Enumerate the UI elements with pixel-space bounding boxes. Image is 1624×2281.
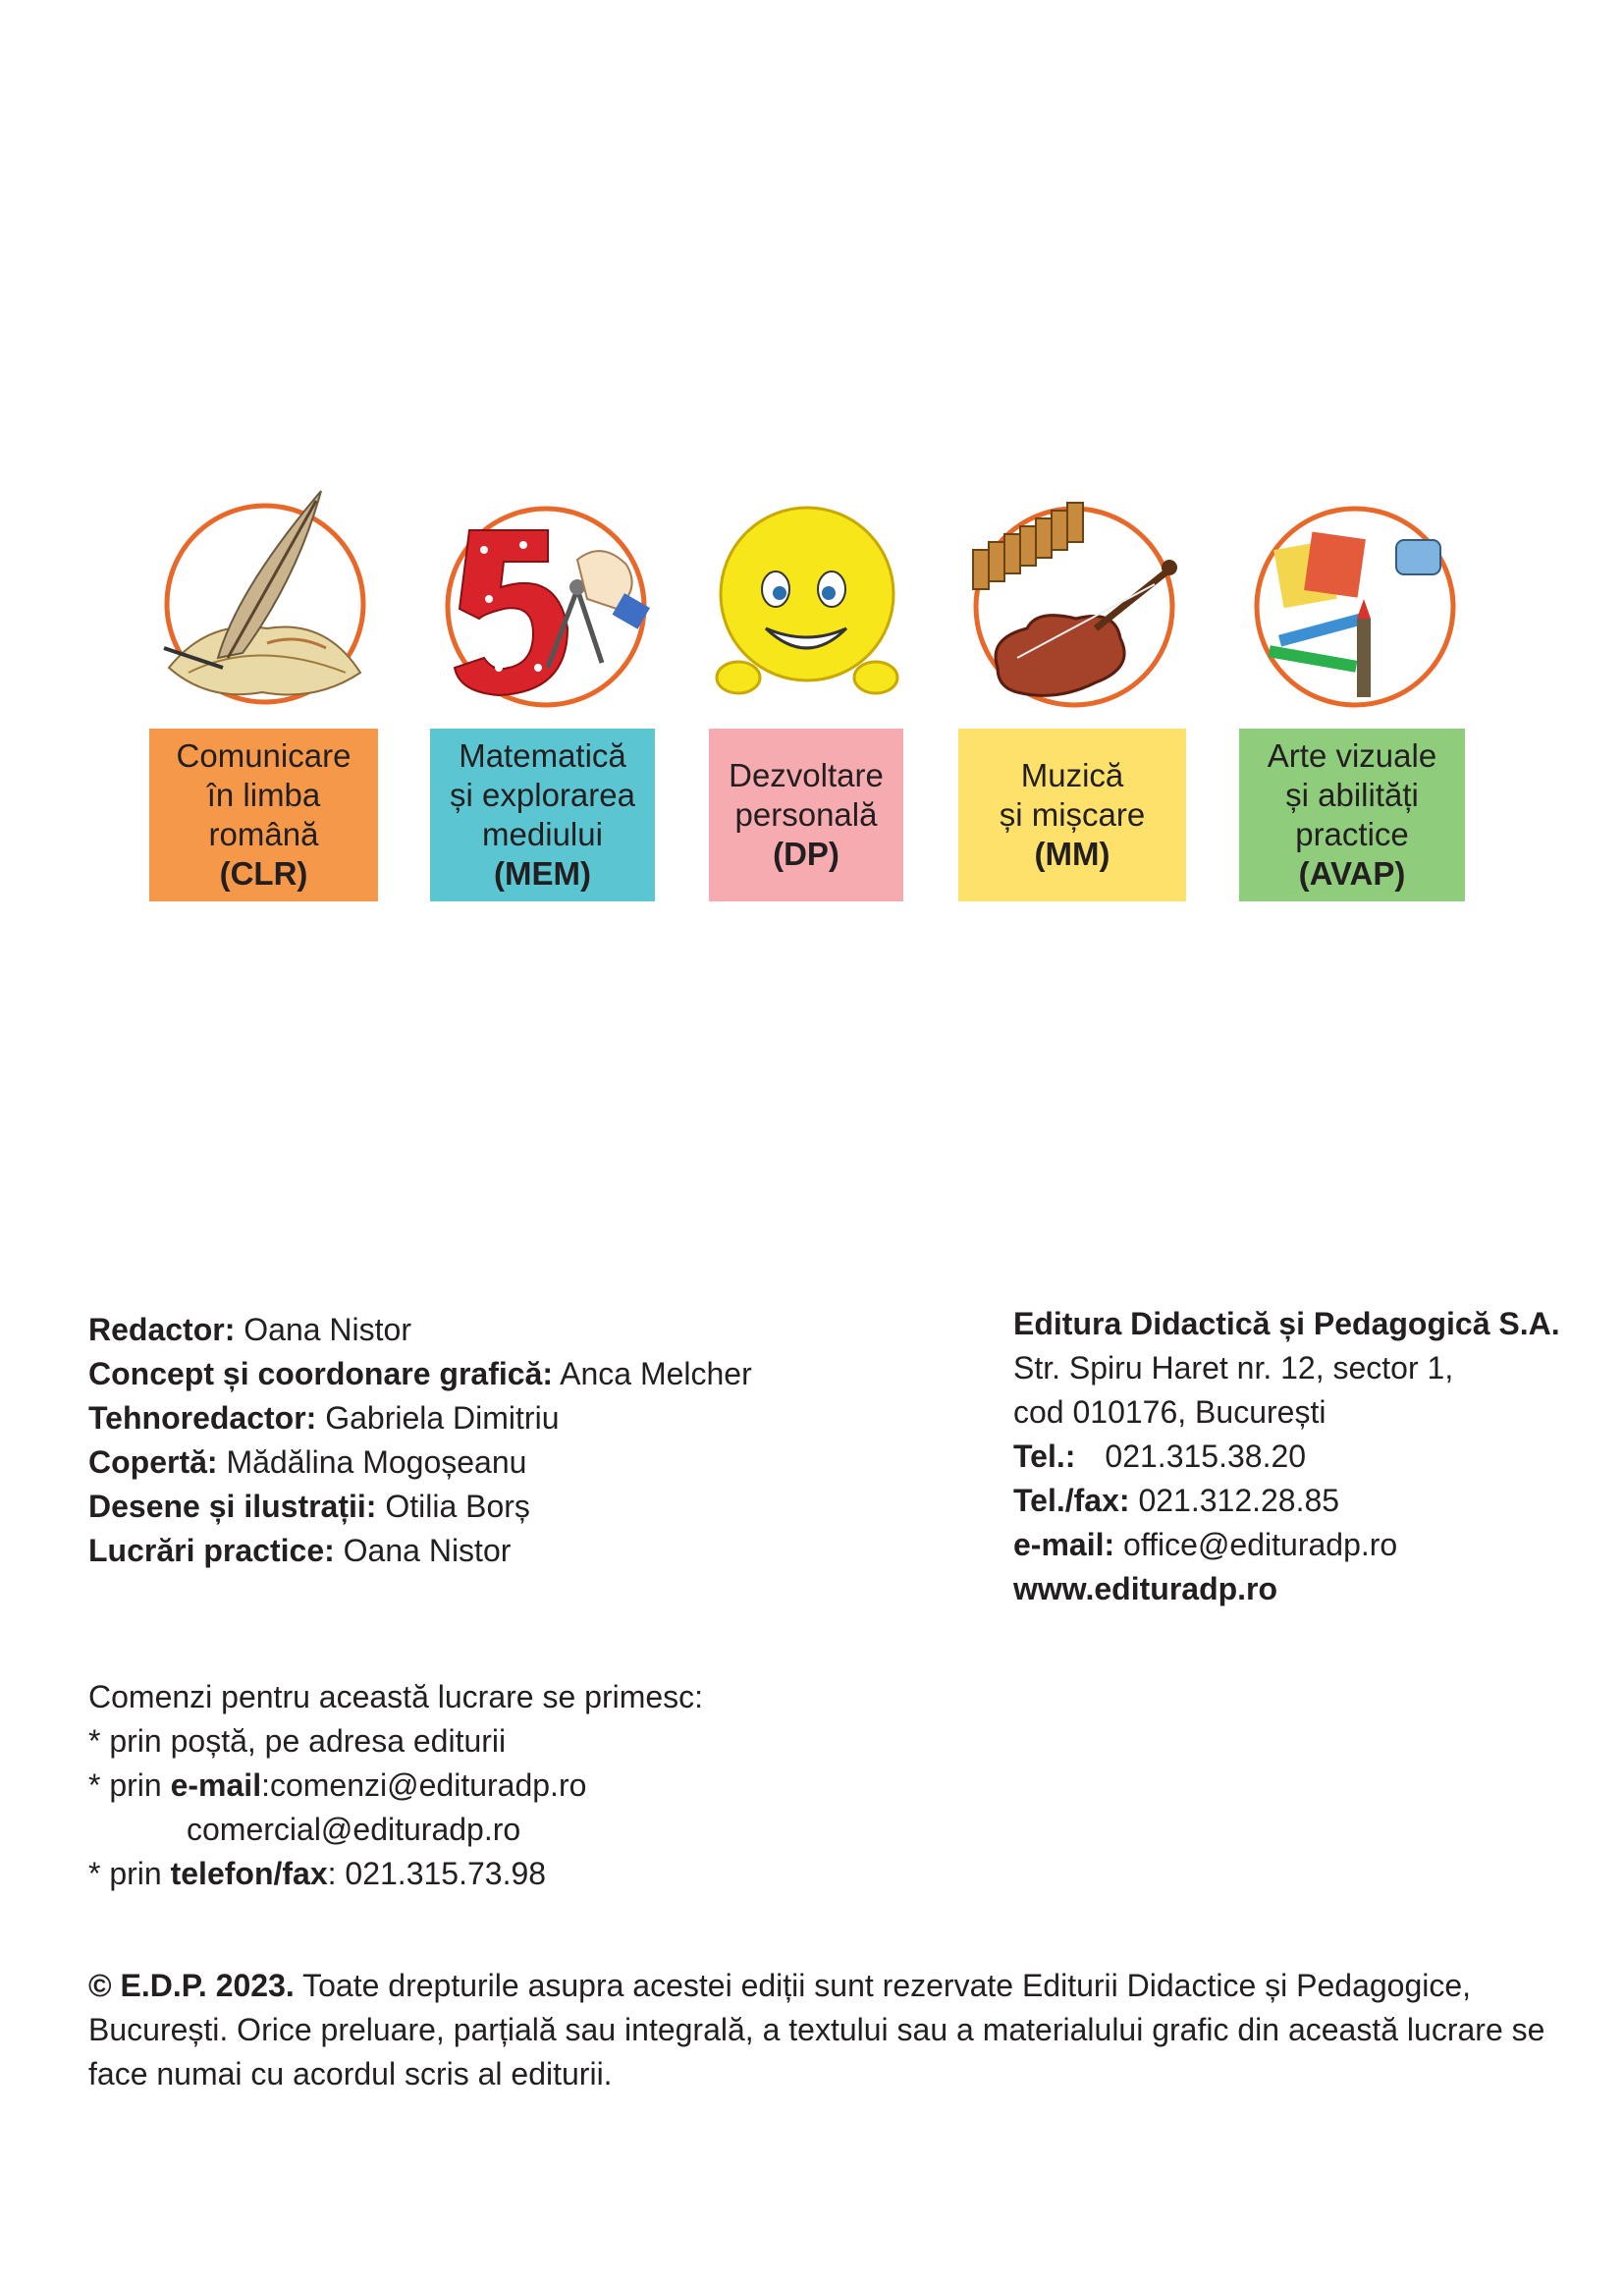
subject-abbr: (CLR) — [219, 855, 308, 892]
credit-value: Mădălina Mogoșeanu — [226, 1444, 527, 1480]
email-link[interactable]: office@edituradp.ro — [1123, 1527, 1398, 1562]
smiley-face-icon — [709, 471, 945, 717]
credit-row — [88, 1352, 752, 1396]
subject-line: română — [208, 816, 319, 852]
credit-row — [88, 1485, 752, 1529]
orders-email-link[interactable]: comercial@edituradp.ro — [187, 1812, 521, 1847]
credit-row — [88, 1308, 752, 1352]
credit-label: Concept și coordonare grafică: — [88, 1356, 553, 1391]
orders-sep: : — [261, 1767, 270, 1803]
publisher-telfax — [1013, 1479, 1560, 1523]
subject-line: Muzică — [1020, 757, 1124, 793]
subject-line: Matematică — [459, 737, 626, 774]
subject-label — [958, 729, 1186, 901]
publisher-address-line: Str. Spiru Haret nr. 12, sector 1, — [1013, 1350, 1454, 1385]
subject-line: și mișcare — [999, 796, 1146, 833]
orders-email-link[interactable]: comenzi@edituradp.ro — [269, 1767, 587, 1803]
orders-post: * prin poștă, pe adresa editurii — [88, 1723, 507, 1759]
orders-info — [88, 1675, 703, 1896]
orders-phone-value: : 021.315.73.98 — [327, 1856, 547, 1891]
subject-line: Dezvoltare — [729, 757, 884, 793]
subject-abbr: (MM) — [1034, 836, 1110, 872]
telfax-value: 021.312.28.85 — [1138, 1483, 1340, 1518]
paper-pencils-icon — [1239, 471, 1475, 717]
publisher-tel — [1013, 1435, 1560, 1479]
subject-label — [1239, 729, 1465, 901]
credit-row — [88, 1396, 752, 1440]
orders-prefix: * prin — [88, 1856, 171, 1891]
orders-intro: Comenzi pentru această lucrare se primesc: — [88, 1679, 704, 1714]
telfax-label: Tel./fax: — [1013, 1483, 1130, 1518]
publisher-website-link[interactable]: www.edituradp.ro — [1013, 1571, 1278, 1606]
subject-line: și abilități — [1285, 777, 1419, 813]
copyright-mark: © E.D.P. 2023. — [88, 1968, 295, 2003]
copyright-text: Toate drepturile asupra acestei ediții sunt rezervate Editurii Didactice și Pedagogice, București. Orice preluare, parțială sau integrală, a textului sau a materialului grafic din această lucrare se face numai cu acordul scris al editurii. — [88, 1968, 1545, 2091]
publisher-name: Editura Didactică și Pedagogică S.A. — [1013, 1306, 1560, 1341]
publisher-address-line: cod 010176, București — [1013, 1394, 1326, 1430]
copyright-notice — [88, 1964, 1561, 2096]
credit-value: Oana Nistor — [244, 1312, 411, 1347]
subject-line: și explorarea — [450, 777, 635, 813]
panpipe-violin-icon — [958, 471, 1194, 717]
credits-list — [88, 1308, 752, 1573]
orders-email — [88, 1764, 703, 1808]
credit-value: Anca Melcher — [560, 1356, 752, 1391]
subject-label — [709, 729, 903, 901]
subject-line: în limba — [206, 777, 321, 813]
credit-row — [88, 1529, 752, 1573]
publisher-email — [1013, 1523, 1560, 1567]
subject-abbr: (DP) — [773, 836, 839, 872]
tel-label: Tel.: — [1013, 1439, 1076, 1474]
subject-legend — [0, 0, 1624, 923]
orders-email-label: e-mail — [170, 1767, 262, 1803]
subject-abbr: (MEM) — [494, 855, 591, 892]
feather-on-leaf-icon — [149, 471, 385, 717]
orders-prefix: * prin — [88, 1767, 171, 1803]
email-label: e-mail: — [1013, 1527, 1115, 1562]
subject-line: practice — [1295, 816, 1409, 852]
tel-value: 021.315.38.20 — [1105, 1439, 1307, 1474]
credit-label: Tehnoredactor: — [88, 1400, 317, 1436]
subject-abbr: (AVAP) — [1298, 855, 1406, 892]
credit-label: Redactor: — [88, 1312, 236, 1347]
credit-value: Oana Nistor — [343, 1533, 512, 1568]
credit-value: Gabriela Dimitriu — [325, 1400, 560, 1436]
number-five-compass-icon — [430, 471, 666, 717]
credit-row — [88, 1440, 752, 1485]
subject-line: personală — [734, 796, 878, 833]
orders-phone-label: telefon/fax — [170, 1856, 328, 1891]
credit-value: Otilia Borș — [385, 1489, 530, 1524]
subject-label — [149, 729, 378, 901]
subject-line: Arte vizuale — [1267, 737, 1437, 774]
orders-phone — [88, 1852, 703, 1896]
credit-label: Lucrări practice: — [88, 1533, 335, 1568]
subject-line: Comunicare — [176, 737, 352, 774]
subject-line: mediului — [482, 816, 603, 852]
subject-label — [430, 729, 655, 901]
credit-label: Desene și ilustrații: — [88, 1489, 377, 1524]
credit-label: Copertă: — [88, 1444, 218, 1480]
publisher-info — [1013, 1302, 1560, 1611]
